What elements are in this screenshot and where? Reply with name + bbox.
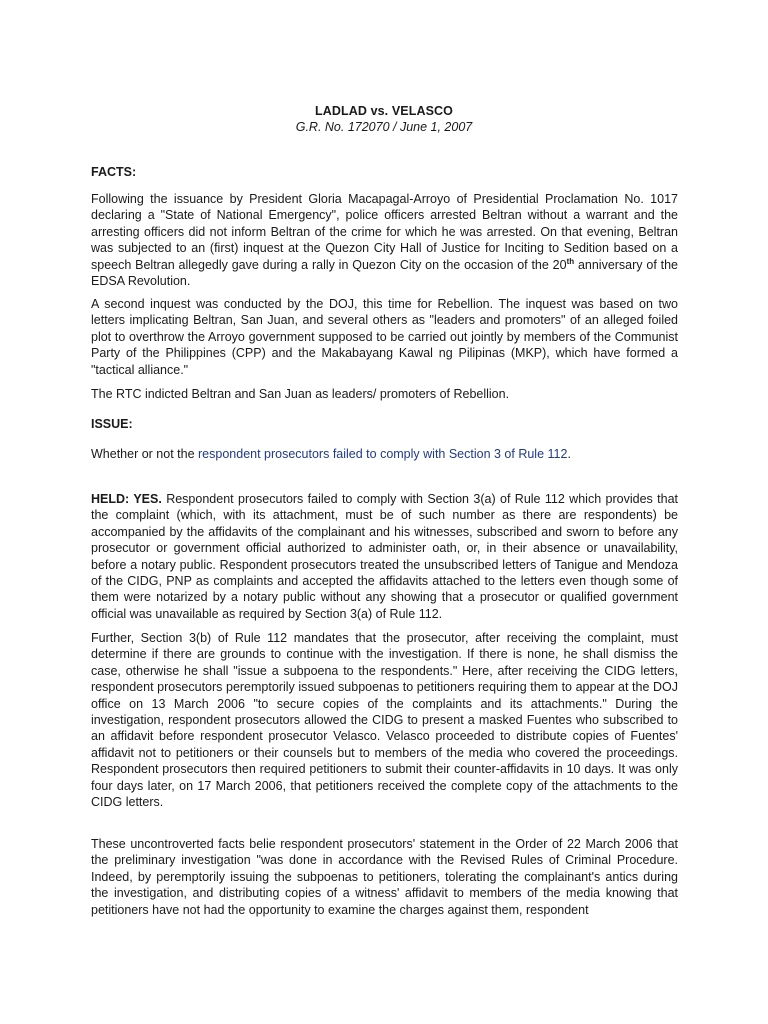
- facts-paragraph-2: A second inquest was conducted by the DOJ, this time for Rebellion. The inquest was based on two letters implicating Beltran, San Juan, and several others as "leaders and promoters" of an alleged foiled plot to overthrow the Arroyo government supposed to be carried out jointly by members of the Communist Party of the Philippines (CPP) and the Makabayang Kawal ng Pilipinas (MKP), which have formed a "tactical alliance.": [91, 297, 678, 377]
- held-paragraph-3: These uncontroverted facts belie respondent prosecutors' statement in the Order of 22 March 2006 that the preliminary investigation "was done in accordance with the Revised Rules of Criminal Procedure. Indeed, by peremptorily issuing the subpoenas to petitioners, tolerating the complainant's antics during the investigation, and distributing copies of a witness' affidavit to members of the media knowing that petitioners have not had the opportunity to examine the charges against them, respondent: [91, 837, 678, 917]
- ordinal-superscript: th: [566, 256, 575, 266]
- issue-paragraph: [91, 446, 678, 462]
- case-citation: G.R. No. 172070 / June 1, 2007: [295, 120, 473, 134]
- held-paragraph-2: Further, Section 3(b) of Rule 112 mandates that the prosecutor, after receiving the complaint, must determine if there are grounds to continue with the investigation. If there is none, he shall dismiss the case, otherwise he shall "issue a subpoena to the respondents." Here, after receiving the CIDG letters, respondent prosecutors peremptorily issued subpoenas to petitioners requiring them to appear at the DOJ office on 13 March 2006 "to secure copies of the complaints and its attachments." During the investigation, respondent prosecutors allowed the CIDG to present a masked Fuentes who subscribed to an affidavit before respondent prosecutor Velasco. Velasco proceeded to distribute copies of Fuentes' affidavit not to petitioners or their counsels but to members of the media who covered the proceedings. Respondent prosecutors then required petitioners to submit their counter-affidavits in 10 days. It was only four days later, on 17 March 2006, that petitioners received the complete copy of the attachments to the CIDG letters.: [91, 631, 678, 810]
- facts-paragraph-1-text: Following the issuance by President Gloria Macapagal-Arroyo of Presidential Proclamation No. 1017 declaring a "State of National Emergency", police officers arrested Beltran without a warrant and the arresting officers did not inform Beltran of the crime for which he was arrested. On that evening, Beltran was subjected to an (first) inquest at the Quezon City Hall of Justice for Inciting to Sedition based on a speech Beltran allegedly gave during a rally in Quezon City on the occasion of the 20: [91, 192, 678, 272]
- issue-suffix: .: [567, 447, 571, 461]
- issue-prefix: Whether or not the: [91, 447, 199, 461]
- facts-paragraph-1: [91, 191, 678, 289]
- facts-heading: FACTS:: [91, 165, 137, 179]
- issue-heading: ISSUE:: [91, 417, 133, 431]
- held-label: HELD: YES.: [91, 492, 162, 506]
- issue-link[interactable]: respondent prosecutors failed to comply with Section 3 of Rule 112: [198, 447, 568, 461]
- facts-paragraph-1-tail: anniversary of the EDSA Revolution.: [91, 257, 678, 289]
- facts-paragraph-3: The RTC indicted Beltran and San Juan as leaders/ promoters of Rebellion.: [91, 387, 510, 401]
- held-paragraph-1-text: Respondent prosecutors failed to comply with Section 3(a) of Rule 112 which provides that the complaint (which, with its attachment, must be of such number as there are respondents) be accompanied by the affidavits of the complainant and his witnesses, subscribed and sworn to before any prosecutor or government official authorized to administer oath, or, in their absence or unavailability, before a notary public. Respondent prosecutors treated the unsubscribed letters of Tanigue and Mendoza of the CIDG, PNP as complaints and accepted the affidavits attached to the letters even though some of them were notarized by a notary public without any showing that a prosecutor or qualified government official was unavailable as required by Section 3(a) of Rule 112.: [91, 492, 678, 621]
- case-title: LADLAD vs. VELASCO: [315, 104, 453, 118]
- held-paragraph-1: [91, 491, 678, 622]
